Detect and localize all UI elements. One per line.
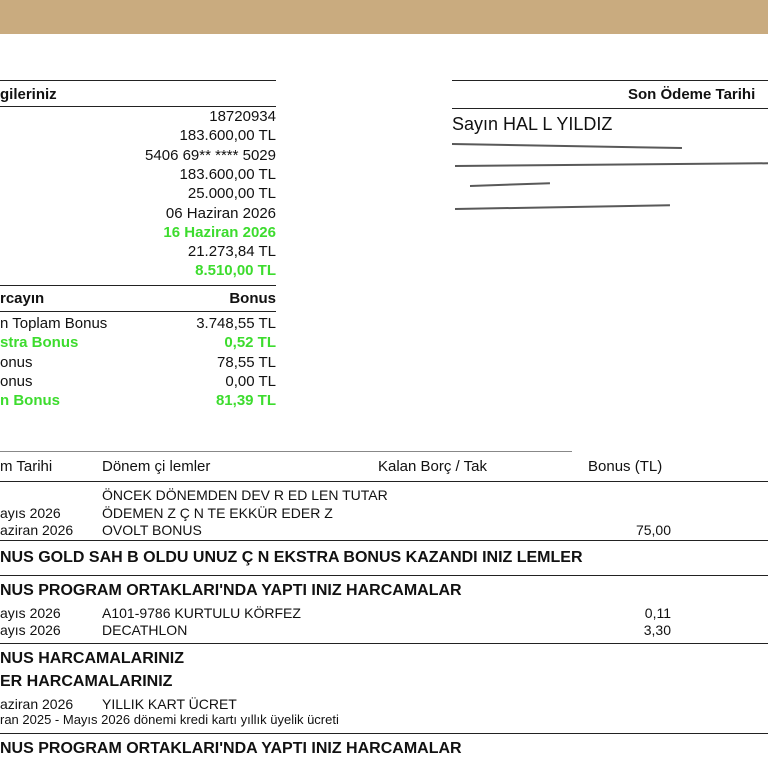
transaction-bonus: 3,30	[643, 622, 671, 638]
summary-value: 183.600,00 TL	[179, 127, 276, 145]
bonus-row-value: 0,52 TL	[224, 334, 276, 352]
divider	[0, 575, 768, 576]
due-date-title: Son Ödeme Tarihi	[628, 86, 756, 103]
top-banner	[0, 0, 768, 34]
summary-value: 5406 69** **** 5029	[145, 146, 276, 164]
transaction-date: ayıs 2026	[0, 504, 61, 521]
divider	[0, 311, 276, 312]
divider	[452, 80, 768, 81]
section-extra-bonus: NUS GOLD SAH B OLDU UNUZ Ç N EKSTRA BONUS KAZANDI INIZ LEMLER	[0, 549, 583, 566]
bonus-header-right: Bonus	[229, 290, 276, 307]
divider	[0, 540, 768, 541]
divider	[0, 451, 572, 452]
divider	[0, 643, 768, 644]
divider	[0, 285, 276, 286]
divider	[0, 733, 768, 734]
bonus-row-value: 3.748,55 TL	[196, 315, 276, 332]
transaction-desc: OVOLT BONUS	[102, 522, 202, 538]
bonus-row-value: 81,39 TL	[215, 392, 276, 410]
divider	[0, 481, 768, 482]
redacted-address-line	[455, 162, 768, 167]
summary-value: 18720934	[209, 108, 276, 125]
transaction-bonus: 75,00	[635, 522, 671, 538]
col-balance: Kalan Borç / Tak	[378, 458, 487, 475]
divider	[452, 108, 768, 109]
summary-value: 183.600,00 TL	[179, 165, 276, 183]
summary-value: 8.510,00 TL	[195, 262, 276, 280]
section-other-spending: ER HARCAMALARINIZ	[0, 673, 173, 690]
summary-value: 16 Haziran 2026	[163, 223, 276, 241]
bonus-header-left: rcayın	[0, 290, 45, 307]
transaction-date: ayıs 2026	[0, 622, 61, 638]
transaction-date: aziran 2026	[0, 522, 74, 538]
bonus-row-label: onus	[0, 353, 33, 371]
section-partner-spending-2: NUS PROGRAM ORTAKLARI'NDA YAPTI INIZ HARCAMALAR	[0, 740, 462, 757]
summary-value: 06 Haziran 2026	[165, 204, 276, 222]
transaction-desc: A101-9786 KURTULU KÖRFEZ	[102, 605, 301, 621]
transaction-date: aziran 2026	[0, 696, 74, 712]
bonus-row-value: 78,55 TL	[217, 353, 276, 371]
section-partner-spending: NUS PROGRAM ORTAKLARI'NDA YAPTI INIZ HARCAMALAR	[0, 582, 462, 599]
divider	[0, 106, 276, 107]
bonus-row-label: n Bonus	[0, 392, 60, 410]
transaction-date: ayıs 2026	[0, 605, 61, 621]
col-desc: Dönem çi lemler	[102, 458, 211, 475]
section-bonus-spending: NUS HARCAMALARINIZ	[0, 650, 184, 667]
redacted-address-line	[455, 204, 670, 210]
bonus-row-label: onus	[0, 372, 33, 390]
annual-fee-note: ran 2025 - Mayıs 2026 dönemi kredi kartı yıllık üyelik ücreti	[0, 712, 339, 727]
col-bonus: Bonus (TL)	[588, 458, 663, 475]
bonus-row-label: stra Bonus	[0, 334, 79, 352]
divider	[0, 80, 276, 81]
summary-value: 25.000,00 TL	[187, 185, 276, 203]
summary-value: 21.273,84 TL	[187, 243, 276, 261]
redacted-address-line	[470, 182, 550, 187]
bonus-row-label: n Toplam Bonus	[0, 315, 108, 332]
customer-greeting: Sayın HAL L YILDIZ	[452, 114, 613, 134]
transaction-desc: ÖNCEK DÖNEMDEN DEV R ED LEN TUTAR	[102, 487, 388, 503]
transaction-desc: YILLIK KART ÜCRET	[102, 696, 237, 712]
transaction-bonus: 0,11	[644, 605, 671, 621]
col-date: m Tarihi	[0, 458, 53, 475]
transaction-desc: DECATHLON	[102, 622, 188, 638]
summary-title: gileriniz	[0, 86, 57, 103]
redacted-address-line	[452, 143, 682, 149]
bonus-row-value: 0,00 TL	[225, 372, 276, 390]
transaction-desc: ÖDEMEN Z Ç N TE EKKÜR EDER Z	[102, 504, 333, 521]
